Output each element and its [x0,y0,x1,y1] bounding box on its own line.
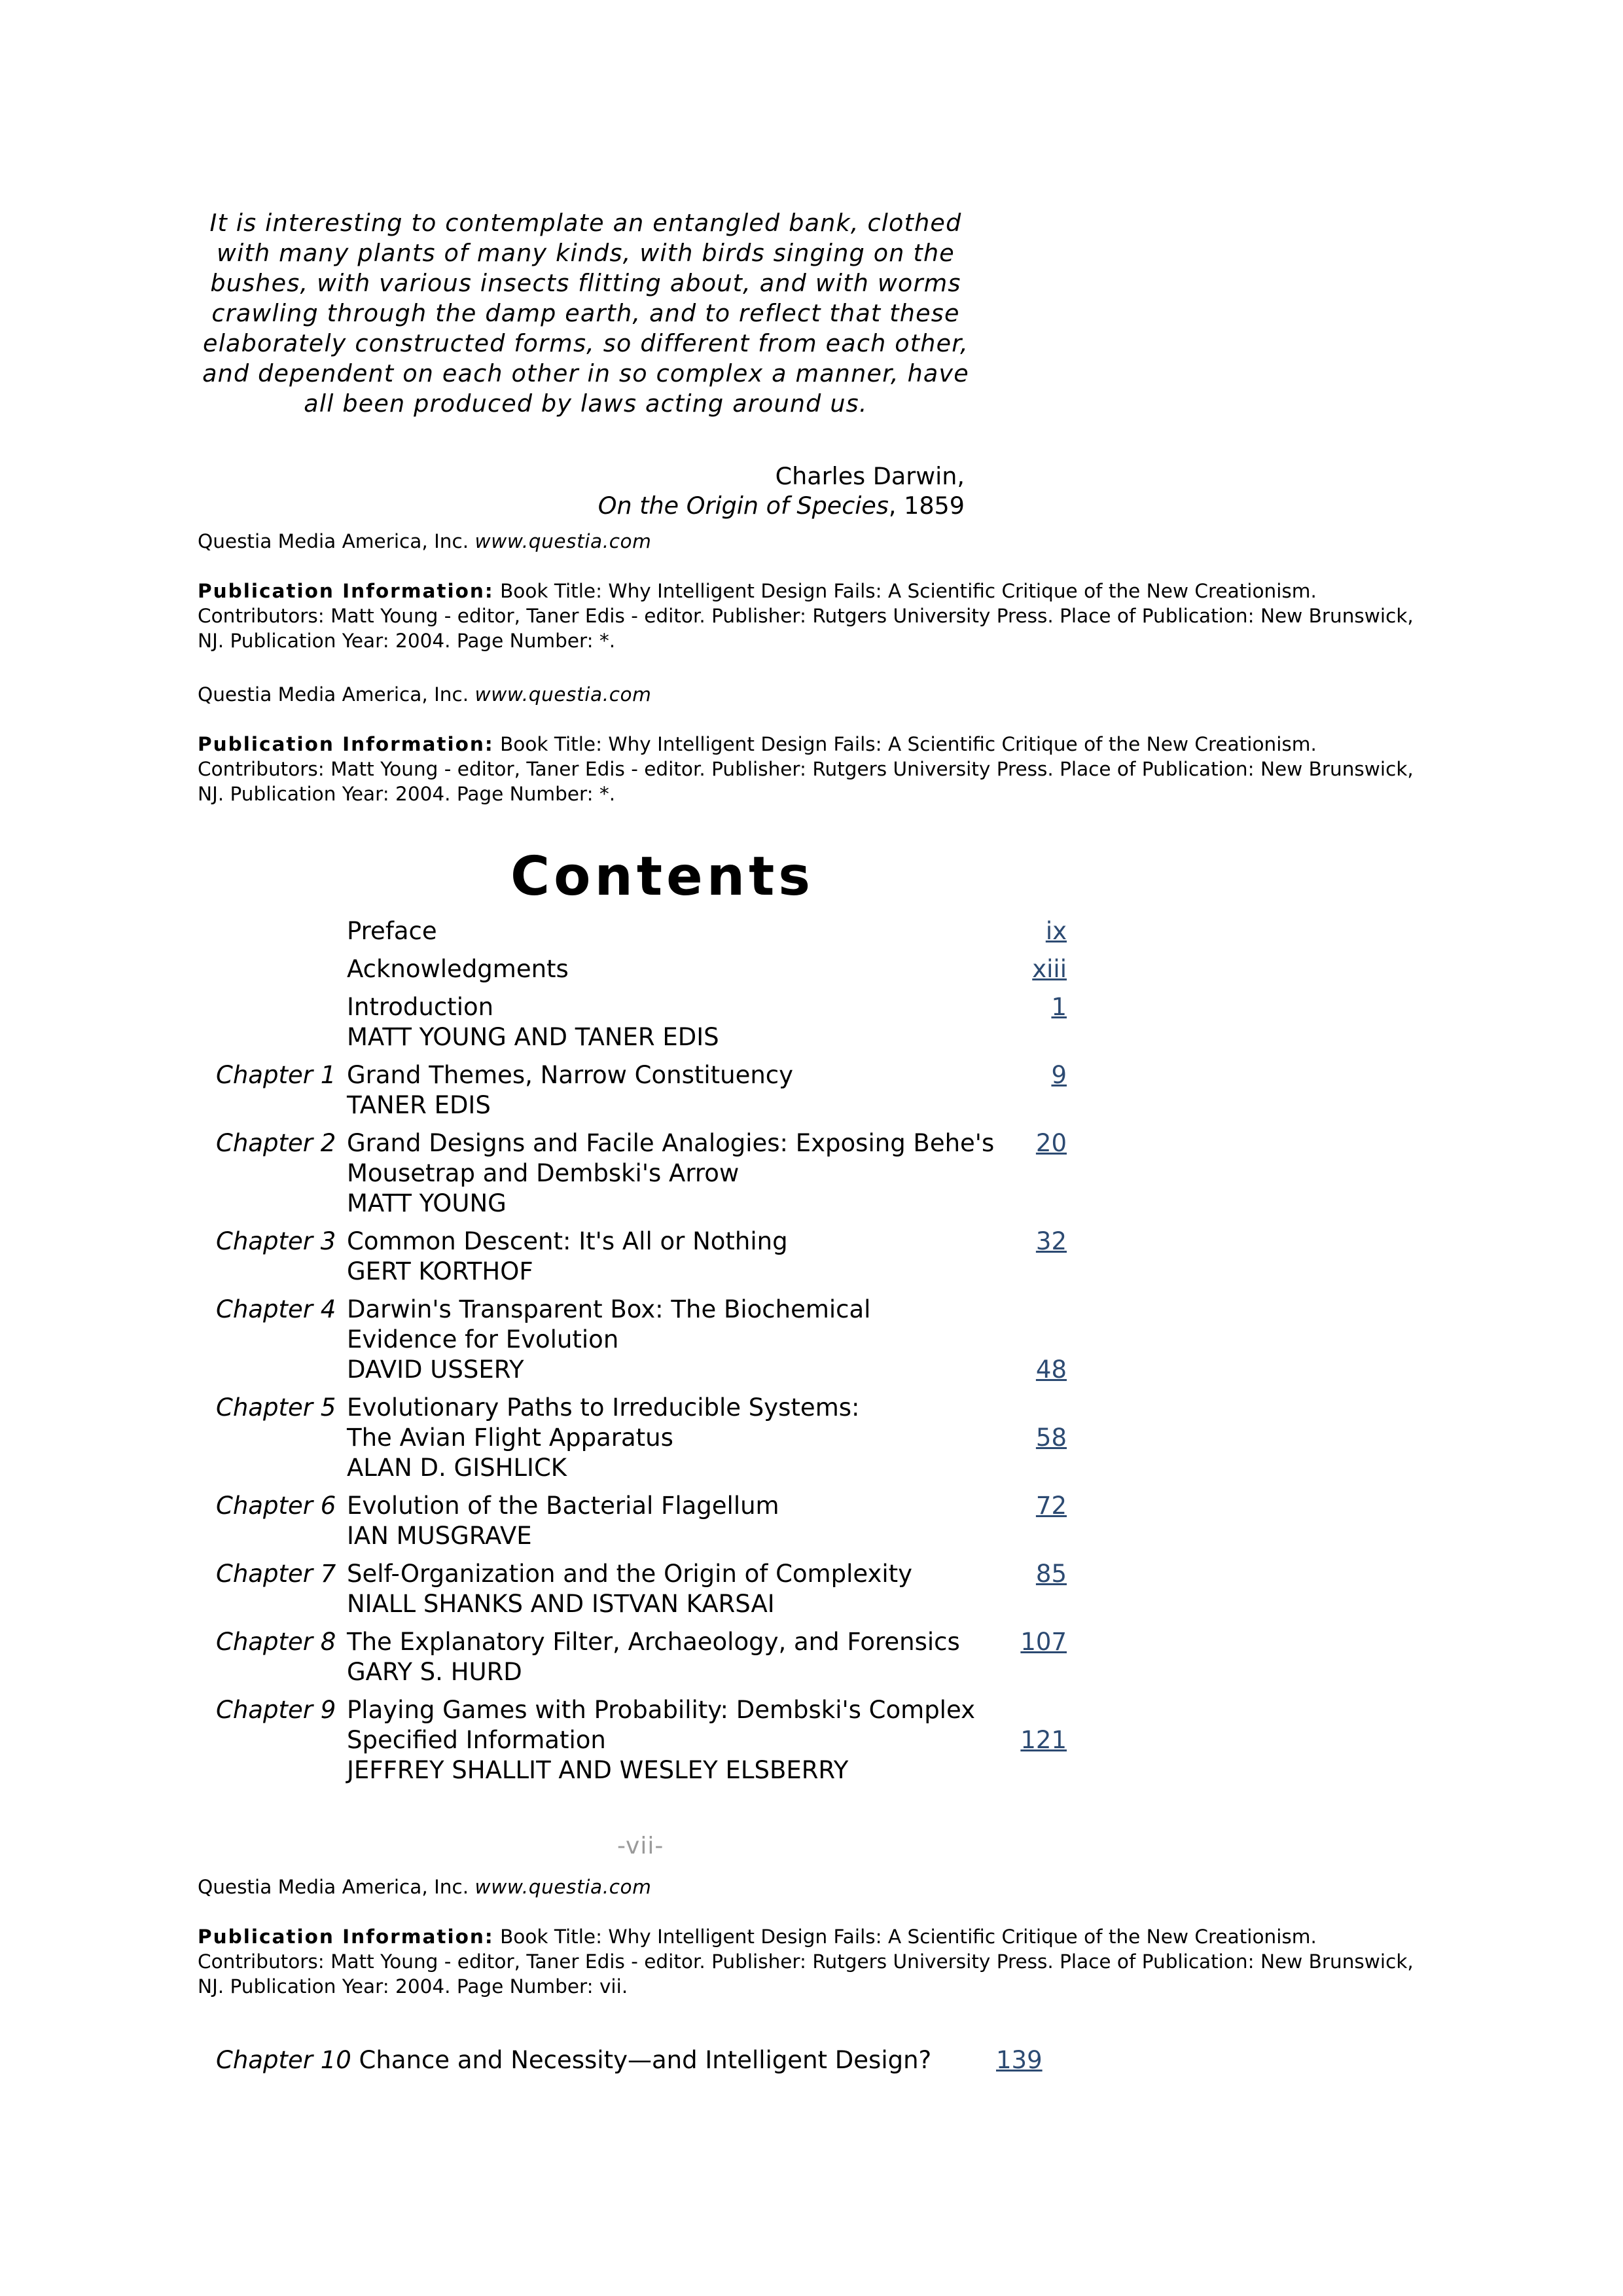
toc-author: DAVID USSERY [347,1355,524,1384]
toc-chapter-label: Chapter 3 [216,1227,336,1255]
toc-page-link[interactable]: 107 [1020,1628,1067,1656]
toc-chapter-label: Chapter 1 [216,1061,336,1089]
questia-company: Questia Media America, Inc. [198,1876,469,1898]
toc-page-link[interactable]: 9 [1051,1061,1067,1089]
questia-credit [198,682,1428,707]
toc-title: Mousetrap and Dembski's Arrow [347,1159,740,1187]
toc-page-link[interactable]: 58 [1035,1424,1067,1452]
toc-title: Common Descent: It's All or Nothing [347,1227,788,1255]
toc-title: Evidence for Evolution [347,1325,619,1354]
toc-page-link[interactable]: 20 [1035,1129,1067,1157]
publication-info [198,1924,1428,1999]
questia-company: Questia Media America, Inc. [198,530,469,552]
toc-chapter-label: Chapter 10 [216,2046,351,2074]
toc-title: The Explanatory Filter, Archaeology, and Forensics [347,1628,960,1656]
toc-page-link[interactable]: 1 [1051,993,1067,1021]
publication-info-label: Publication Information: [198,733,494,755]
toc-page-link[interactable]: 121 [1020,1726,1067,1754]
toc-author: MATT YOUNG AND TANER EDIS [347,1023,719,1051]
publication-info-label: Publication Information: [198,580,494,602]
epigraph-work: On the Origin of Species [597,492,889,520]
contents-heading: Contents [510,846,815,908]
epigraph-line: with many plants of many kinds, with birds singing on the [217,239,955,267]
publication-info [198,732,1428,806]
epigraph-source [598,491,965,521]
toc-title: Playing Games with Probability: Dembski's Complex [347,1696,975,1724]
epigraph-line: bushes, with various insects flitting about, and with worms [210,269,961,297]
toc-entry-chapter-10 [216,2045,931,2075]
toc-author: MATT YOUNG [347,1189,507,1217]
toc-chapter-label: Chapter 8 [216,1628,336,1656]
questia-url[interactable]: www.questia.com [474,1876,652,1898]
publication-info-text: Book Title: Why Intelligent Design Fails: A Scientific Critique of the New Creationism. Contributors: Matt Young - editor, Taner Edis - editor. Publisher: Rutgers University Press. Place of Publication: New Brunswick, NJ. Publication Year: 2004. Page Number: *. [198,733,1414,805]
toc-chapter-label: Chapter 2 [216,1129,336,1157]
toc-page-link[interactable]: ix [1045,917,1067,945]
toc-page-link[interactable]: 139 [996,2046,1043,2074]
questia-credit [198,1874,1428,1899]
toc-page-link[interactable]: 85 [1035,1560,1067,1588]
toc-author: TANER EDIS [347,1091,491,1119]
toc-title: Introduction [347,993,494,1021]
toc-chapter-label: Chapter 6 [216,1492,336,1520]
epigraph-line: all been produced by laws acting around us. [304,389,868,418]
toc-page-link[interactable]: 72 [1035,1492,1067,1520]
questia-url[interactable]: www.questia.com [474,683,652,706]
toc-page-link[interactable]: 48 [1035,1355,1067,1384]
epigraph-quote [200,208,972,419]
toc-page-link[interactable]: 32 [1035,1227,1067,1255]
toc-author: GARY S. HURD [347,1658,522,1686]
publication-info-label: Publication Information: [198,1926,494,1948]
toc-chapter-label: Chapter 7 [216,1560,336,1588]
questia-url[interactable]: www.questia.com [474,530,652,552]
toc-title: Evolution of the Bacterial Flagellum [347,1492,779,1520]
toc-title: Preface [347,917,437,945]
epigraph-line: It is interesting to contemplate an entangled bank, clothed [209,209,962,237]
page-folio: -vii- [617,1833,664,1859]
toc-chapter-label: Chapter 4 [216,1295,336,1323]
toc-title: Self-Organization and the Origin of Complexity [347,1560,913,1588]
toc-title: Grand Designs and Facile Analogies: Exposing Behe's [347,1129,995,1157]
epigraph-author: Charles Darwin, [775,462,965,490]
toc-title: Specified Information [347,1726,606,1754]
epigraph-line: elaborately constructed forms, so different from each other, [203,329,969,357]
toc-author: GERT KORTHOF [347,1257,533,1285]
toc-title: Evolutionary Paths to Irreducible Systems: [347,1393,860,1422]
toc-title: Acknowledgments [347,955,569,983]
epigraph-line: and dependent on each other in so complex a manner, have [202,359,969,387]
toc-author: NIALL SHANKS AND ISTVAN KARSAI [347,1590,775,1618]
toc-author: JEFFREY SHALLIT AND WESLEY ELSBERRY [347,1756,849,1784]
toc-page-link[interactable]: xiii [1032,955,1067,983]
questia-credit [198,529,1428,554]
publication-info-text: Book Title: Why Intelligent Design Fails: A Scientific Critique of the New Creationism. Contributors: Matt Young - editor, Taner Edis - editor. Publisher: Rutgers University Press. Place of Publication: New Brunswick, NJ. Publication Year: 2004. Page Number: *. [198,580,1414,652]
toc-chapter-label: Chapter 9 [216,1696,336,1724]
publication-info [198,579,1428,653]
epigraph-year: , 1859 [888,492,965,520]
questia-company: Questia Media America, Inc. [198,683,469,706]
toc-chapter-label: Chapter 5 [216,1393,336,1422]
toc-title: Grand Themes, Narrow Constituency [347,1061,794,1089]
publication-info-text: Book Title: Why Intelligent Design Fails: A Scientific Critique of the New Creationism. Contributors: Matt Young - editor, Taner Edis - editor. Publisher: Rutgers University Press. Place of Publication: New Brunswick, NJ. Publication Year: 2004. Page Number: vii. [198,1926,1414,1998]
toc-title: The Avian Flight Apparatus [347,1424,673,1452]
toc-title: Chance and Necessity—and Intelligent Design? [359,2046,932,2074]
epigraph-line: crawling through the damp earth, and to reflect that these [211,299,960,327]
toc-author: IAN MUSGRAVE [347,1522,532,1550]
toc-title: Darwin's Transparent Box: The Biochemical [347,1295,871,1323]
toc-author: ALAN D. GISHLICK [347,1454,567,1482]
